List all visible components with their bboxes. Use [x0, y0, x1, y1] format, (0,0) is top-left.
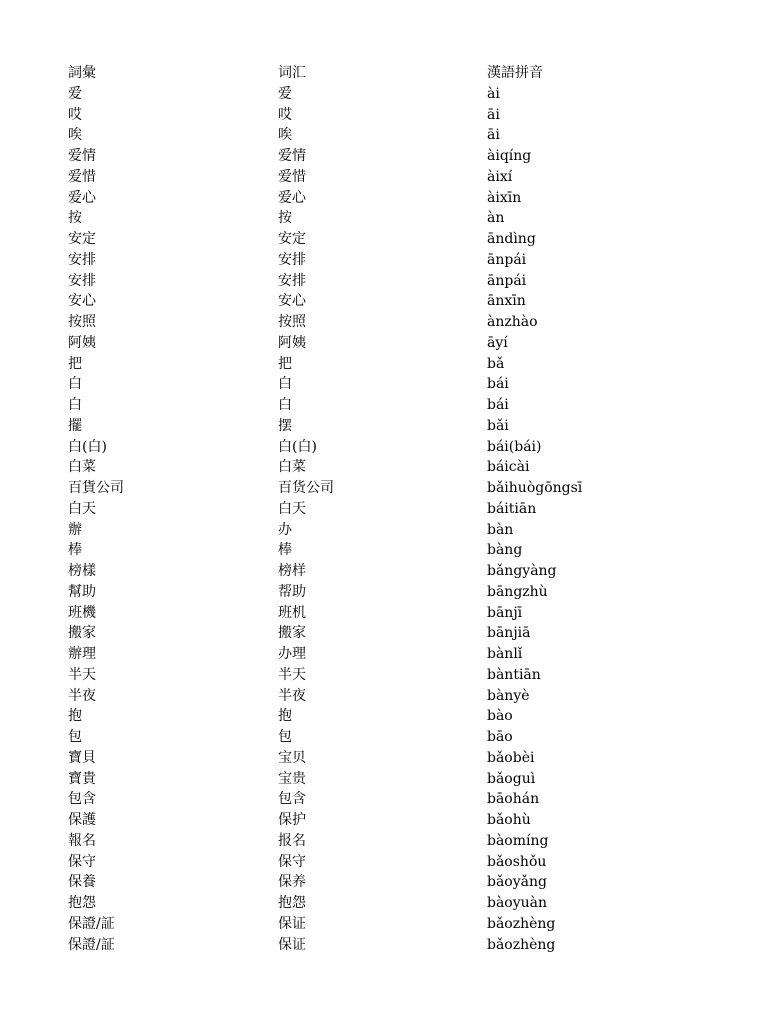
- pinyin-cell: ànzhào: [487, 314, 538, 330]
- table-row: [0, 312, 768, 333]
- simplified-cell: 百货公司: [278, 480, 334, 496]
- table-row: [0, 271, 768, 292]
- table-row: [0, 810, 768, 831]
- table-row: [0, 146, 768, 167]
- simplified-cell: 包含: [278, 791, 306, 808]
- simplified-cell: 爱惜: [278, 168, 306, 185]
- simplified-cell: 保证: [278, 915, 306, 932]
- traditional-cell: 擺: [68, 417, 82, 434]
- simplified-cell: 棒: [278, 542, 292, 559]
- pinyin-cell: bái(bái): [487, 438, 542, 455]
- simplified-cell: 白: [278, 376, 292, 393]
- simplified-cell: 抱: [278, 708, 292, 725]
- table-row: [0, 229, 768, 250]
- table-row: [0, 769, 768, 790]
- pinyin-cell: bàn: [487, 521, 514, 538]
- simplified-cell: 白天: [278, 500, 306, 517]
- traditional-cell: 阿姨: [68, 334, 96, 351]
- traditional-cell: 包含: [68, 791, 96, 808]
- traditional-cell: 安排: [68, 272, 96, 289]
- traditional-cell: 寶貝: [68, 749, 96, 766]
- pinyin-cell: āndìng: [487, 231, 536, 247]
- simplified-cell: 唉: [278, 127, 292, 144]
- header-pinyin: 漢語拼音: [487, 65, 543, 81]
- simplified-cell: 保护: [278, 812, 306, 828]
- pinyin-cell: àixí: [487, 168, 513, 185]
- simplified-cell: 安心: [278, 293, 306, 310]
- table-row: [0, 437, 768, 458]
- pinyin-cell: ānpái: [487, 251, 527, 268]
- traditional-cell: 安心: [68, 293, 96, 310]
- pinyin-cell: àixīn: [487, 189, 522, 206]
- simplified-cell: 保守: [278, 853, 306, 870]
- traditional-cell: 半天: [68, 666, 96, 683]
- pinyin-cell: āi: [487, 127, 500, 144]
- pinyin-cell: bāohán: [487, 791, 540, 808]
- vocabulary-rows: [0, 84, 768, 956]
- traditional-cell: 爱: [68, 85, 82, 102]
- pinyin-cell: āyí: [487, 334, 508, 351]
- table-row: [0, 893, 768, 914]
- simplified-cell: 搬家: [278, 625, 306, 642]
- traditional-cell: 爱情: [68, 148, 96, 164]
- header-simplified: 词汇: [278, 65, 306, 81]
- table-row: [0, 686, 768, 707]
- pinyin-cell: bǎ: [487, 355, 505, 372]
- traditional-cell: 辦: [68, 521, 82, 538]
- pinyin-cell: ānxīn: [487, 293, 526, 310]
- pinyin-cell: bǎngyàng: [487, 563, 557, 579]
- simplified-cell: 办理: [278, 646, 306, 662]
- traditional-cell: 保證/証: [68, 915, 115, 932]
- pinyin-cell: bǎozhèng: [487, 915, 556, 932]
- traditional-cell: 榜樣: [68, 563, 96, 579]
- header-traditional: 詞彙: [68, 65, 96, 81]
- traditional-cell: 報名: [68, 832, 96, 849]
- simplified-cell: 办: [278, 521, 292, 538]
- table-row: [0, 250, 768, 271]
- simplified-cell: 哎: [278, 106, 292, 123]
- simplified-cell: 爱: [278, 85, 292, 102]
- traditional-cell: 按照: [68, 314, 96, 330]
- table-row: [0, 748, 768, 769]
- pinyin-cell: bái: [487, 376, 509, 393]
- pinyin-cell: bǎihuògōngsī: [487, 480, 583, 496]
- traditional-cell: 抱怨: [68, 895, 96, 911]
- traditional-cell: 保證/証: [68, 936, 115, 953]
- header-row: [0, 63, 768, 84]
- pinyin-cell: bǎozhèng: [487, 936, 556, 953]
- simplified-cell: 半天: [278, 666, 306, 683]
- simplified-cell: 报名: [278, 832, 306, 849]
- simplified-cell: 白菜: [278, 459, 306, 476]
- simplified-cell: 按: [278, 210, 292, 227]
- table-row: [0, 789, 768, 810]
- table-row: [0, 623, 768, 644]
- pinyin-cell: ānpái: [487, 272, 527, 289]
- pinyin-cell: àn: [487, 210, 505, 227]
- pinyin-cell: bào: [487, 708, 513, 725]
- table-row: [0, 914, 768, 935]
- traditional-cell: 按: [68, 210, 82, 227]
- pinyin-cell: bānjī: [487, 604, 523, 621]
- table-row: [0, 644, 768, 665]
- traditional-cell: 白: [68, 376, 82, 393]
- pinyin-cell: bǎi: [487, 417, 509, 434]
- simplified-cell: 榜样: [278, 563, 306, 579]
- simplified-cell: 摆: [278, 417, 292, 434]
- table-row: [0, 167, 768, 188]
- table-row: [0, 208, 768, 229]
- traditional-cell: 幫助: [68, 583, 96, 600]
- simplified-cell: 安定: [278, 231, 306, 247]
- pinyin-cell: ài: [487, 85, 500, 102]
- traditional-cell: 白菜: [68, 459, 96, 476]
- traditional-cell: 哎: [68, 106, 82, 123]
- vocabulary-sheet: [0, 63, 768, 955]
- pinyin-cell: bànlǐ: [487, 646, 523, 662]
- table-row: [0, 499, 768, 520]
- pinyin-cell: bànyè: [487, 687, 530, 704]
- simplified-cell: 白: [278, 397, 292, 413]
- traditional-cell: 保守: [68, 853, 96, 870]
- table-row: [0, 374, 768, 395]
- pinyin-cell: àiqíng: [487, 148, 532, 164]
- table-row: [0, 188, 768, 209]
- traditional-cell: 白(白): [68, 438, 107, 455]
- traditional-cell: 半夜: [68, 687, 96, 704]
- pinyin-cell: bǎohù: [487, 812, 531, 828]
- table-row: [0, 852, 768, 873]
- traditional-cell: 百貨公司: [68, 480, 124, 496]
- table-row: [0, 395, 768, 416]
- simplified-cell: 半夜: [278, 687, 306, 704]
- table-row: [0, 540, 768, 561]
- traditional-cell: 包: [68, 729, 82, 745]
- traditional-cell: 抱: [68, 708, 82, 725]
- simplified-cell: 安排: [278, 251, 306, 268]
- pinyin-cell: āi: [487, 106, 500, 123]
- traditional-cell: 白天: [68, 500, 96, 517]
- table-row: [0, 84, 768, 105]
- traditional-cell: 棒: [68, 542, 82, 559]
- simplified-cell: 爱情: [278, 148, 306, 164]
- pinyin-cell: bǎoshǒu: [487, 853, 547, 870]
- table-row: [0, 831, 768, 852]
- pinyin-cell: báicài: [487, 459, 530, 476]
- pinyin-cell: bǎoyǎng: [487, 874, 547, 891]
- simplified-cell: 包: [278, 729, 292, 745]
- simplified-cell: 把: [278, 355, 292, 372]
- traditional-cell: 保養: [68, 874, 96, 891]
- pinyin-cell: bānjiā: [487, 625, 531, 642]
- pinyin-cell: bāngzhù: [487, 583, 548, 600]
- pinyin-cell: bàntiān: [487, 666, 541, 683]
- simplified-cell: 宝贵: [278, 770, 306, 787]
- table-row: [0, 125, 768, 146]
- traditional-cell: 爱心: [68, 189, 96, 206]
- table-row: [0, 105, 768, 126]
- traditional-cell: 爱惜: [68, 168, 96, 185]
- table-row: [0, 520, 768, 541]
- table-row: [0, 561, 768, 582]
- simplified-cell: 帮助: [278, 583, 306, 600]
- table-row: [0, 603, 768, 624]
- table-row: [0, 416, 768, 437]
- simplified-cell: 爱心: [278, 189, 306, 206]
- simplified-cell: 保养: [278, 874, 306, 891]
- table-row: [0, 478, 768, 499]
- traditional-cell: 唉: [68, 127, 82, 144]
- pinyin-cell: bàomíng: [487, 832, 549, 849]
- traditional-cell: 搬家: [68, 625, 96, 642]
- pinyin-cell: báitiān: [487, 500, 537, 517]
- simplified-cell: 宝贝: [278, 749, 306, 766]
- pinyin-cell: bái: [487, 397, 509, 413]
- table-row: [0, 457, 768, 478]
- pinyin-cell: bāo: [487, 729, 513, 745]
- table-row: [0, 582, 768, 603]
- simplified-cell: 抱怨: [278, 895, 306, 911]
- table-row: [0, 291, 768, 312]
- traditional-cell: 保護: [68, 812, 96, 828]
- simplified-cell: 安排: [278, 272, 306, 289]
- simplified-cell: 保证: [278, 936, 306, 953]
- table-row: [0, 727, 768, 748]
- table-row: [0, 665, 768, 686]
- traditional-cell: 班機: [68, 604, 96, 621]
- simplified-cell: 班机: [278, 604, 306, 621]
- pinyin-cell: bǎoguì: [487, 770, 536, 787]
- table-row: [0, 333, 768, 354]
- traditional-cell: 白: [68, 397, 82, 413]
- traditional-cell: 安排: [68, 251, 96, 268]
- pinyin-cell: bǎobèi: [487, 749, 535, 766]
- traditional-cell: 寶貴: [68, 770, 96, 787]
- traditional-cell: 辦理: [68, 646, 96, 662]
- simplified-cell: 白(白): [278, 438, 317, 455]
- table-row: [0, 354, 768, 375]
- pinyin-cell: bàoyuàn: [487, 895, 548, 911]
- traditional-cell: 把: [68, 355, 82, 372]
- simplified-cell: 按照: [278, 314, 306, 330]
- table-row: [0, 872, 768, 893]
- traditional-cell: 安定: [68, 231, 96, 247]
- table-row: [0, 706, 768, 727]
- simplified-cell: 阿姨: [278, 334, 306, 351]
- table-row: [0, 935, 768, 956]
- pinyin-cell: bàng: [487, 542, 523, 559]
